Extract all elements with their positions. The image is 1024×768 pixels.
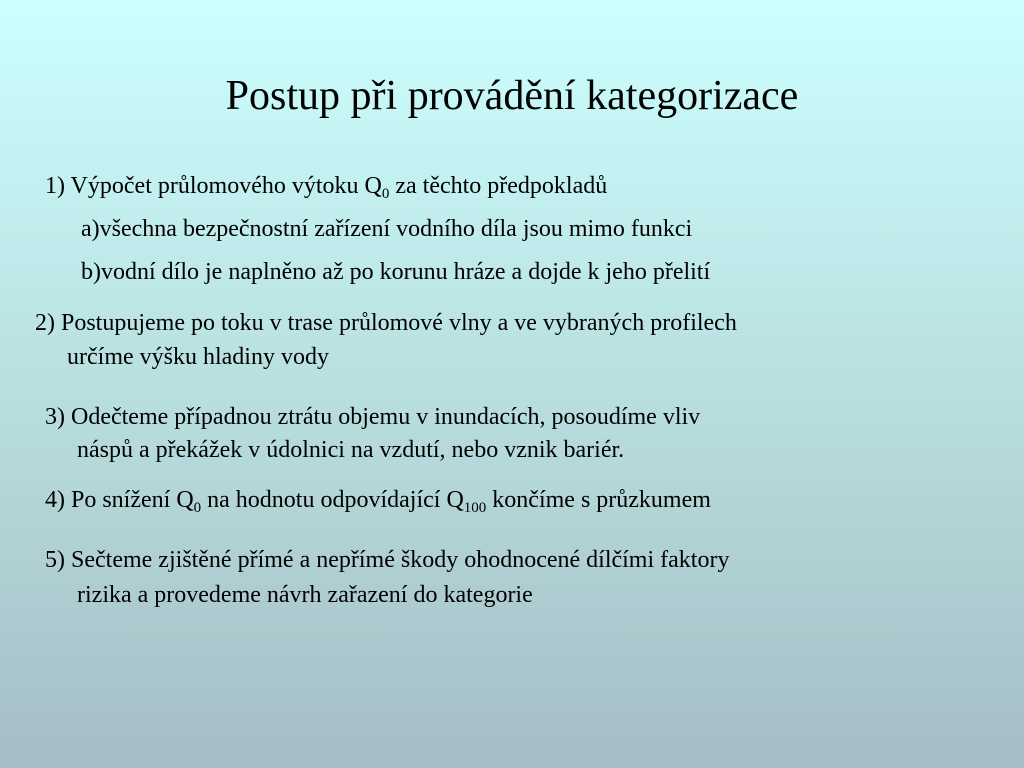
item-4-line [45, 484, 711, 516]
item-2-line-2: určíme výšku hladiny vody [67, 344, 329, 370]
item-3-line-1: 3) Odečteme případnou ztrátu objemu v inundacích, posoudíme vliv [45, 404, 701, 430]
item-4-subscript-2: 100 [463, 500, 487, 516]
item-4-part-3: končíme s průzkumem [486, 487, 711, 513]
item-2-line-1: 2) Postupujeme po toku v trase průlomové vlny a ve vybraných profilech [35, 310, 737, 336]
item-1-sub-a: a)všechna bezpečnostní zařízení vodního díla jsou mimo funkci [81, 216, 693, 242]
item-1-suffix: za těchto předpokladů [389, 173, 608, 199]
item-1-subscript: 0 [381, 186, 390, 202]
item-1-prefix: 1) Výpočet průlomového výtoku Q [45, 173, 382, 199]
item-1-line [45, 170, 607, 202]
item-4-part-1: 4) Po snížení Q [45, 487, 194, 513]
slide-title: Postup při provádění kategorizace [225, 73, 799, 119]
item-3-line-2: náspů a překážek v údolnici na vzdutí, nebo vznik bariér. [77, 437, 625, 463]
item-4-subscript-1: 0 [193, 500, 202, 516]
item-1-sub-b: b)vodní dílo je naplněno až po korunu hráze a dojde k jeho přelití [81, 259, 711, 285]
item-5-line-2: rizika a provedeme návrh zařazení do kategorie [77, 582, 533, 608]
item-5-line-1: 5) Sečteme zjištěné přímé a nepřímé škody ohodnocené dílčími faktory [45, 547, 730, 573]
item-4-part-2: na hodnotu odpovídající Q [201, 487, 464, 513]
